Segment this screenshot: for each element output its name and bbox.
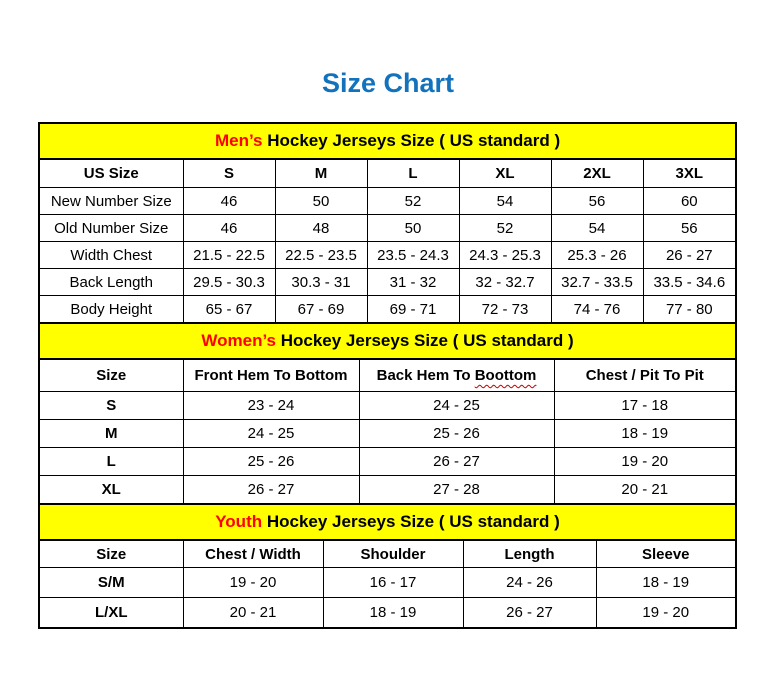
column-header: US Size <box>39 159 183 188</box>
column-header: L <box>367 159 459 188</box>
mens-size-table <box>38 122 737 324</box>
section-title-accent: Men’s <box>214 131 263 150</box>
table-cell: 18 - 19 <box>323 598 463 629</box>
table-cell: 54 <box>551 215 643 242</box>
youth-size-table <box>38 503 737 629</box>
column-header: XL <box>459 159 551 188</box>
table-cell: 56 <box>551 188 643 215</box>
table-row <box>39 188 736 215</box>
table-cell: 26 - 27 <box>359 448 554 476</box>
table-cell: 32.7 - 33.5 <box>551 269 643 296</box>
header-row <box>39 159 736 188</box>
table-cell: 26 - 27 <box>643 242 736 269</box>
column-header: Size <box>39 540 183 568</box>
section-title-text: Hockey Jerseys Size ( US standard ) <box>262 512 560 531</box>
table-cell: 24 - 25 <box>359 392 554 420</box>
table-cell: 77 - 80 <box>643 296 736 324</box>
page-title: Size Chart <box>321 68 455 98</box>
table-cell: 22.5 - 23.5 <box>275 242 367 269</box>
table-cell: 25.3 - 26 <box>551 242 643 269</box>
row-label: S/M <box>39 568 183 598</box>
section-title <box>39 504 736 540</box>
table-cell: 60 <box>643 188 736 215</box>
table-cell: 21.5 - 22.5 <box>183 242 275 269</box>
table-cell: 33.5 - 34.6 <box>643 269 736 296</box>
column-header: Front Hem To Bottom <box>183 359 359 392</box>
table-cell: 25 - 26 <box>359 420 554 448</box>
table-cell: 18 - 19 <box>596 568 736 598</box>
column-header: Sleeve <box>596 540 736 568</box>
table-cell: 26 - 27 <box>463 598 596 629</box>
table-cell: 31 - 32 <box>367 269 459 296</box>
table-cell: 74 - 76 <box>551 296 643 324</box>
table-cell: 19 - 20 <box>183 568 323 598</box>
table-cell: 29.5 - 30.3 <box>183 269 275 296</box>
row-label: M <box>39 420 183 448</box>
row-label: S <box>39 392 183 420</box>
row-label: Body Height <box>39 296 183 324</box>
womens-size-table <box>38 322 737 505</box>
section-title <box>39 123 736 159</box>
row-label: XL <box>39 476 183 505</box>
column-header: Size <box>39 359 183 392</box>
table-cell: 20 - 21 <box>183 598 323 629</box>
column-header: Length <box>463 540 596 568</box>
table-row <box>39 242 736 269</box>
table-row <box>39 598 736 629</box>
section-title-row <box>39 504 736 540</box>
section-title-text: Hockey Jerseys Size ( US standard ) <box>262 131 561 150</box>
table-cell: 23 - 24 <box>183 392 359 420</box>
section-title-accent: Youth <box>215 512 263 531</box>
row-label: Old Number Size <box>39 215 183 242</box>
misspelled-word: Boottom <box>474 367 537 384</box>
table-cell: 67 - 69 <box>275 296 367 324</box>
table-cell: 72 - 73 <box>459 296 551 324</box>
column-header: 3XL <box>643 159 736 188</box>
table-row <box>39 448 736 476</box>
table-cell: 52 <box>459 215 551 242</box>
table-cell: 20 - 21 <box>554 476 736 505</box>
size-tables <box>38 122 735 629</box>
table-cell: 46 <box>183 215 275 242</box>
row-label: L/XL <box>39 598 183 629</box>
header-row <box>39 540 736 568</box>
table-cell: 32 - 32.7 <box>459 269 551 296</box>
table-row <box>39 568 736 598</box>
table-cell: 24.3 - 25.3 <box>459 242 551 269</box>
table-cell: 24 - 26 <box>463 568 596 598</box>
section-title-row <box>39 323 736 359</box>
table-cell: 69 - 71 <box>367 296 459 324</box>
table-cell: 17 - 18 <box>554 392 736 420</box>
table-row <box>39 269 736 296</box>
column-header: Chest / Pit To Pit <box>554 359 736 392</box>
table-cell: 23.5 - 24.3 <box>367 242 459 269</box>
column-header: Back Hem To Boottom <box>359 359 554 392</box>
table-cell: 48 <box>275 215 367 242</box>
table-cell: 19 - 20 <box>596 598 736 629</box>
table-cell: 52 <box>367 188 459 215</box>
row-label: Width Chest <box>39 242 183 269</box>
column-header: M <box>275 159 367 188</box>
table-cell: 27 - 28 <box>359 476 554 505</box>
table-row <box>39 420 736 448</box>
table-cell: 46 <box>183 188 275 215</box>
column-header: Chest / Width <box>183 540 323 568</box>
row-label: L <box>39 448 183 476</box>
table-row <box>39 476 736 505</box>
section-title-text: Hockey Jerseys Size ( US standard ) <box>276 331 574 350</box>
section-title <box>39 323 736 359</box>
table-cell: 50 <box>367 215 459 242</box>
table-cell: 26 - 27 <box>183 476 359 505</box>
table-cell: 24 - 25 <box>183 420 359 448</box>
table-cell: 54 <box>459 188 551 215</box>
column-header: S <box>183 159 275 188</box>
table-cell: 50 <box>275 188 367 215</box>
table-row <box>39 215 736 242</box>
section-title-row <box>39 123 736 159</box>
header-row <box>39 359 736 392</box>
table-cell: 19 - 20 <box>554 448 736 476</box>
table-row <box>39 296 736 324</box>
row-label: New Number Size <box>39 188 183 215</box>
table-cell: 65 - 67 <box>183 296 275 324</box>
table-cell: 56 <box>643 215 736 242</box>
section-title-accent: Women’s <box>201 331 276 350</box>
table-row <box>39 392 736 420</box>
table-cell: 16 - 17 <box>323 568 463 598</box>
table-cell: 18 - 19 <box>554 420 736 448</box>
table-cell: 30.3 - 31 <box>275 269 367 296</box>
row-label: Back Length <box>39 269 183 296</box>
column-header: Shoulder <box>323 540 463 568</box>
column-header: 2XL <box>551 159 643 188</box>
table-cell: 25 - 26 <box>183 448 359 476</box>
